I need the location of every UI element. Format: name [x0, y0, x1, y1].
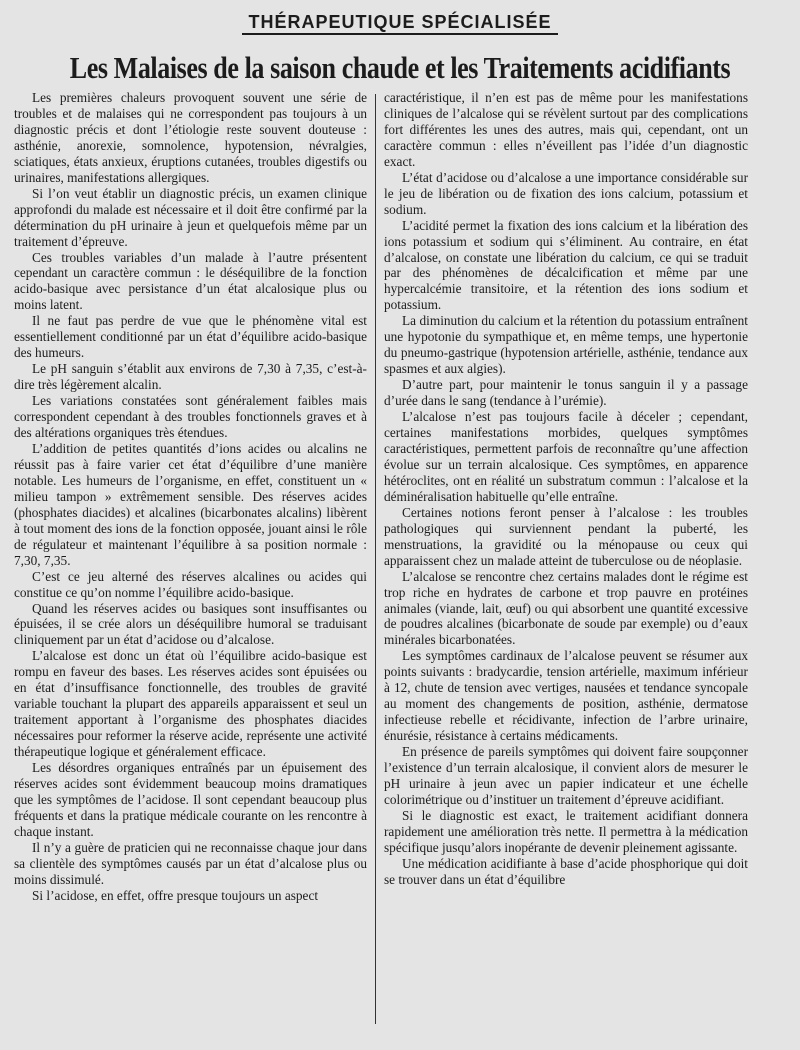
paragraph-continued: caractéristique, il n’en est pas de même pour les manifestations cliniques de l’alcalose qui se révèlent surtout par des complications fort différentes les unes des autres, mais qui, cependant, ont un caractère commun : elles n’éveillent pas l’idée d’un diagnostic exact. [384, 90, 748, 169]
paragraph: Il ne faut pas perdre de vue que le phénomène vital est essentiellement conditionné par un état d’équilibre acido-basique des humeurs. [14, 313, 367, 361]
paragraph: Certaines notions feront penser à l’alcalose : les troubles pathologiques qui surviennent pendant la puberté, les menstruations, la gravidité ou la ménopause ou ceux qui apparaissent chez un malade atteint de tuberculose ou de néoplasie. [384, 504, 748, 568]
section-header [0, 12, 800, 33]
paragraph: D’autre part, pour maintenir le tonus sanguin il y a passage d’urée dans le sang (tendance à l’urémie). [384, 377, 748, 409]
paragraph: Une médication acidifiante à base d’acide phosphorique qui doit se trouver dans un état d’équilibre [384, 855, 748, 887]
article-title: Les Malaises de la saison chaude et les Traitements acidifiants [69, 50, 731, 85]
section-header-text: THÉRAPEUTIQUE SPÉCIALISÉE [242, 12, 557, 35]
paragraph: Les désordres organiques entraînés par un épuisement des réserves acides sont évidemment beaucoup moins dramatiques que les symptômes de l’acidose. Il sont cependant beaucoup plus fréquents et dans la pratique médicale courante on les rencontre à chaque instant. [14, 760, 367, 839]
left-column [14, 90, 367, 1036]
paragraph: L’addition de petites quantités d’ions acides ou alcalins ne réussit pas à faire varier cet état d’équilibre d’une manière notable. Les humeurs de l’organisme, en effet, constituent un « milieu tampon » extrêmement sensible. Des réserves acides (phosphates diacides) et alcalines (bicarbonates alcalins) libèrent à tout moment des ions de la fonction opposée, jouant ainsi le rôle de régulateur et maintenant l’équilibre à sa position normale : 7,30, 7,35. [14, 440, 367, 568]
paragraph: Quand les réserves acides ou basiques sont insuffisantes ou épuisées, il se crée alors un déséquilibre humoral se traduisant cliniquement par un état d’acidose ou d’alcalose. [14, 600, 367, 648]
paragraph: Les variations constatées sont généralement faibles mais correspondent cependant à des troubles fonctionnels graves et à des altérations organiques très étendues. [14, 393, 367, 441]
paragraph: Si l’acidose, en effet, offre presque toujours un aspect [32, 887, 319, 903]
paragraph: La diminution du calcium et la rétention du potassium entraînent une hypotonie du sympathique et, en même temps, une hypertonie du pneumo-gastrique (hypotension artérielle, asthénie, tendance aux spasmes et aux algies). [384, 313, 748, 377]
paragraph: L’alcalose n’est pas toujours facile à déceler ; cependant, certaines manifestations morbides, quelques symptômes caractéristiques, permettent parfois de reconnaître qu’une affection évolue sur un terrain alcalosique. Ces symptômes, en apparence hétéroclites, ont en réalité un substratum commun : l’alcalose et la déminéralisation habituelle qu’elle entraîne. [384, 409, 748, 504]
right-column [384, 90, 748, 1036]
paragraph: L’alcalose se rencontre chez certains malades dont le régime est trop riche en hydrates de carbone et trop pauvre en protéines animales (viande, lait, œuf) ou qui absorbent une quantité excessive de poudres alcalines (bicarbonate de soude par exemple) ou d’eaux minérales bicarbonatées. [384, 568, 748, 648]
paragraph: Si le diagnostic est exact, le traitement acidifiant donnera rapidement une amélioration très nette. Il permettra à la médication spécifique jusqu’alors inopérante de devenir pleinement agissante. [384, 807, 748, 855]
column-divider [375, 94, 376, 1024]
paragraph: C’est ce jeu alterné des réserves alcalines ou acides qui constitue ce qu’on nomme l’équilibre acido-basique. [14, 568, 367, 600]
paragraph: En présence de pareils symptômes qui doivent faire soupçonner l’existence d’un terrain alcalosique, il convient alors de mesurer le pH urinaire à jeun avec un papier indicateur et une échelle colorimétrique ou d’instituer un traitement d’épreuve acidifiant. [384, 744, 748, 807]
paragraph: L’état d’acidose ou d’alcalose a une importance considérable sur le jeu de libération ou de fixation des ions calcium, potassium et sodium. [384, 169, 748, 217]
paragraph: Les premières chaleurs provoquent souvent une série de troubles et de malaises qui ne correspondent pas toujours à un diagnostic précis et dont l’étiologie reste souvent douteuse : asthénie, anorexie, somnolence, hypotension, névralgies, sciatiques, états anxieux, éruptions cutanées, troubles digestifs ou urinaires, manifestations allergiques. [14, 90, 367, 185]
paragraph: L’acidité permet la fixation des ions calcium et la libération des ions potassium et sodium qui s’éliminent. Au contraire, en état d’alcalose, on constate une libération du calcium, ce qui se traduit par des phénomènes de décalcification et même par une hypercalcémie transitoire, et la rétention des ions sodium et potassium. [384, 217, 748, 313]
paragraph: Il n’y a guère de praticien qui ne reconnaisse chaque jour dans sa clientèle des symptômes causés par un état d’alcalose plus ou moins dissimulé. [14, 839, 367, 887]
paragraph: Les symptômes cardinaux de l’alcalose peuvent se résumer aux points suivants : bradycardie, tension artérielle, maximum inférieur à 12, chute de tension avec vertiges, nausées et tendance syncopale au moment des changements de position, asthénie, dermatose infectieuse rebelle et récidivante, infection de l’arbre urinaire, énurésie, résistance à certains médicaments. [384, 648, 748, 744]
paragraph: Ces troubles variables d’un malade à l’autre présentent cependant un caractère commun : le déséquilibre de la fonction acido-basique avec persistance d’un état alcalosique plus ou moins latent. [14, 249, 367, 313]
paragraph: Le pH sanguin s’établit aux environs de 7,30 à 7,35, c’est-à-dire très légèrement alcalin. [14, 361, 367, 393]
paragraph: L’alcalose est donc un état où l’équilibre acido-basique est rompu en faveur des bases. Les réserves acides sont épuisées ou en état d’insuffisance fonctionnelle, des troubles de gravité variable touchant la plupart des appareils apparaissent et seul un traitement apportant à l’organisme des phosphates diacides nécessaires pour reformer la réserve acide, représente une activité thérapeutique logique et généralement efficace. [14, 648, 367, 760]
paragraph: Si l’on veut établir un diagnostic précis, un examen clinique approfondi du malade est nécessaire et il doit être confirmé par la détermination du pH urinaire à jeun et quelquefois même par un traitement d’épreuve. [14, 185, 367, 249]
